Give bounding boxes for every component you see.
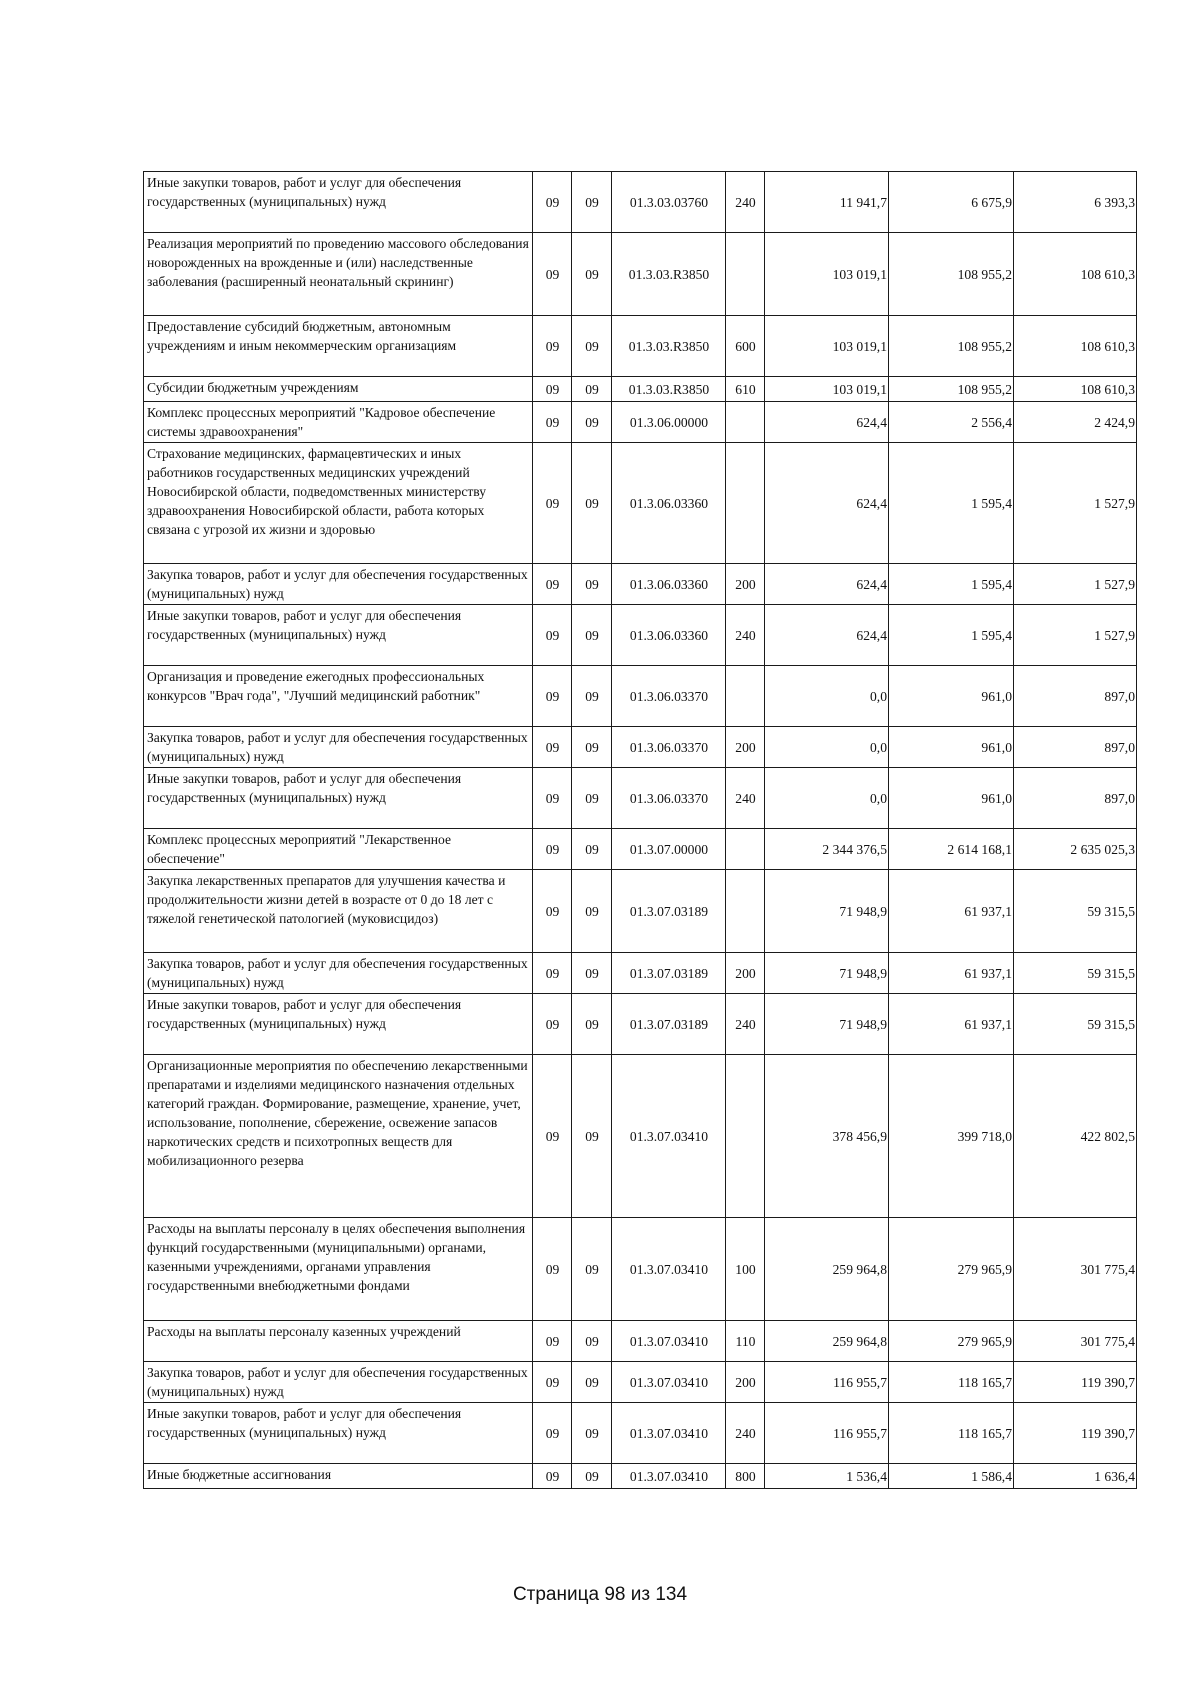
cell-expense-type: 200 xyxy=(726,564,765,605)
cell-amount-year-3: 59 315,5 xyxy=(1014,994,1137,1055)
cell-amount-year-2: 1 595,4 xyxy=(889,443,1014,564)
cell-section: 09 xyxy=(533,768,572,829)
cell-expense-type: 240 xyxy=(726,605,765,666)
cell-name: Реализация мероприятий по проведению массового обследования новорожденных на врожденные и (или) наследственные заболевания (расширенный неонатальный скрининг) xyxy=(144,233,533,316)
cell-subsection: 09 xyxy=(572,1055,612,1218)
cell-amount-year-1: 1 536,4 xyxy=(765,1464,889,1489)
cell-amount-year-1: 624,4 xyxy=(765,564,889,605)
cell-amount-year-3: 301 775,4 xyxy=(1014,1218,1137,1321)
table-row xyxy=(144,377,1137,402)
cell-amount-year-1: 378 456,9 xyxy=(765,1055,889,1218)
cell-amount-year-2: 6 675,9 xyxy=(889,172,1014,233)
cell-amount-year-1: 11 941,7 xyxy=(765,172,889,233)
cell-subsection: 09 xyxy=(572,377,612,402)
cell-amount-year-2: 279 965,9 xyxy=(889,1321,1014,1362)
cell-name: Иные закупки товаров, работ и услуг для обеспечения государственных (муниципальных) нужд xyxy=(144,768,533,829)
cell-amount-year-3: 422 802,5 xyxy=(1014,1055,1137,1218)
cell-expense-type: 240 xyxy=(726,172,765,233)
cell-expense-type xyxy=(726,1055,765,1218)
cell-amount-year-3: 59 315,5 xyxy=(1014,953,1137,994)
table-row xyxy=(144,1321,1137,1362)
table-row xyxy=(144,1464,1137,1489)
table-row xyxy=(144,564,1137,605)
cell-name: Закупка лекарственных препаратов для улучшения качества и продолжительности жизни детей в возрасте от 0 до 18 лет с тяжелой генетической патологией (муковисцидоз) xyxy=(144,870,533,953)
cell-target-article: 01.3.07.03410 xyxy=(612,1055,726,1218)
cell-expense-type: 240 xyxy=(726,1403,765,1464)
cell-amount-year-2: 961,0 xyxy=(889,768,1014,829)
cell-name: Организация и проведение ежегодных профессиональных конкурсов "Врач года", "Лучший медицинский работник" xyxy=(144,666,533,727)
cell-target-article: 01.3.07.03410 xyxy=(612,1403,726,1464)
cell-subsection: 09 xyxy=(572,402,612,443)
cell-section: 09 xyxy=(533,402,572,443)
cell-expense-type xyxy=(726,402,765,443)
cell-subsection: 09 xyxy=(572,1321,612,1362)
cell-target-article: 01.3.07.03189 xyxy=(612,953,726,994)
table-row xyxy=(144,316,1137,377)
cell-amount-year-2: 1 595,4 xyxy=(889,605,1014,666)
cell-expense-type: 610 xyxy=(726,377,765,402)
table-row xyxy=(144,727,1137,768)
cell-amount-year-1: 103 019,1 xyxy=(765,316,889,377)
table-row xyxy=(144,994,1137,1055)
cell-target-article: 01.3.06.03360 xyxy=(612,443,726,564)
page-number: Страница 98 из 134 xyxy=(512,1584,688,1605)
cell-expense-type xyxy=(726,870,765,953)
cell-amount-year-1: 103 019,1 xyxy=(765,377,889,402)
cell-section: 09 xyxy=(533,829,572,870)
cell-name: Закупка товаров, работ и услуг для обеспечения государственных (муниципальных) нужд xyxy=(144,1362,533,1403)
cell-target-article: 01.3.03.R3850 xyxy=(612,377,726,402)
cell-amount-year-2: 1 595,4 xyxy=(889,564,1014,605)
cell-section: 09 xyxy=(533,605,572,666)
table-row xyxy=(144,1218,1137,1321)
cell-amount-year-2: 61 937,1 xyxy=(889,994,1014,1055)
cell-expense-type: 800 xyxy=(726,1464,765,1489)
table-row xyxy=(144,605,1137,666)
cell-section: 09 xyxy=(533,564,572,605)
cell-amount-year-3: 2 635 025,3 xyxy=(1014,829,1137,870)
cell-amount-year-2: 1 586,4 xyxy=(889,1464,1014,1489)
cell-amount-year-2: 61 937,1 xyxy=(889,870,1014,953)
cell-subsection: 09 xyxy=(572,1362,612,1403)
cell-name: Организационные мероприятия по обеспечению лекарственными препаратами и изделиями медицинского назначения отдельных категорий граждан. Формирование, размещение, хранение, учет, использование, пополнение, сбережение, освежение запасов наркотических средств и психотропных веществ для мобилизационного резерва xyxy=(144,1055,533,1218)
cell-amount-year-1: 116 955,7 xyxy=(765,1403,889,1464)
cell-target-article: 01.3.03.R3850 xyxy=(612,233,726,316)
cell-amount-year-3: 108 610,3 xyxy=(1014,316,1137,377)
cell-section: 09 xyxy=(533,1362,572,1403)
cell-name: Закупка товаров, работ и услуг для обеспечения государственных (муниципальных) нужд xyxy=(144,727,533,768)
budget-table xyxy=(143,171,1137,1489)
cell-amount-year-2: 118 165,7 xyxy=(889,1403,1014,1464)
cell-amount-year-3: 6 393,3 xyxy=(1014,172,1137,233)
cell-amount-year-2: 108 955,2 xyxy=(889,316,1014,377)
table-body xyxy=(144,172,1137,1489)
table-row xyxy=(144,172,1137,233)
cell-amount-year-1: 624,4 xyxy=(765,402,889,443)
cell-amount-year-1: 624,4 xyxy=(765,605,889,666)
cell-subsection: 09 xyxy=(572,172,612,233)
cell-amount-year-1: 71 948,9 xyxy=(765,953,889,994)
cell-expense-type: 240 xyxy=(726,768,765,829)
cell-target-article: 01.3.07.03410 xyxy=(612,1362,726,1403)
cell-section: 09 xyxy=(533,443,572,564)
cell-section: 09 xyxy=(533,1464,572,1489)
cell-subsection: 09 xyxy=(572,870,612,953)
cell-section: 09 xyxy=(533,1218,572,1321)
cell-target-article: 01.3.07.03189 xyxy=(612,870,726,953)
cell-name: Иные закупки товаров, работ и услуг для обеспечения государственных (муниципальных) нужд xyxy=(144,994,533,1055)
cell-amount-year-1: 71 948,9 xyxy=(765,994,889,1055)
cell-expense-type: 240 xyxy=(726,994,765,1055)
cell-name: Субсидии бюджетным учреждениям xyxy=(144,377,533,402)
cell-subsection: 09 xyxy=(572,727,612,768)
cell-amount-year-1: 0,0 xyxy=(765,666,889,727)
cell-subsection: 09 xyxy=(572,443,612,564)
cell-name: Иные закупки товаров, работ и услуг для обеспечения государственных (муниципальных) нужд xyxy=(144,172,533,233)
cell-expense-type: 200 xyxy=(726,1362,765,1403)
cell-subsection: 09 xyxy=(572,564,612,605)
cell-amount-year-3: 2 424,9 xyxy=(1014,402,1137,443)
cell-expense-type xyxy=(726,829,765,870)
cell-section: 09 xyxy=(533,316,572,377)
cell-amount-year-1: 103 019,1 xyxy=(765,233,889,316)
cell-expense-type: 100 xyxy=(726,1218,765,1321)
cell-target-article: 01.3.07.00000 xyxy=(612,829,726,870)
cell-target-article: 01.3.07.03410 xyxy=(612,1464,726,1489)
cell-target-article: 01.3.03.R3850 xyxy=(612,316,726,377)
cell-section: 09 xyxy=(533,233,572,316)
cell-expense-type xyxy=(726,666,765,727)
table-row xyxy=(144,1403,1137,1464)
cell-amount-year-2: 61 937,1 xyxy=(889,953,1014,994)
cell-amount-year-3: 301 775,4 xyxy=(1014,1321,1137,1362)
cell-section: 09 xyxy=(533,1403,572,1464)
cell-amount-year-3: 1 527,9 xyxy=(1014,605,1137,666)
cell-expense-type: 600 xyxy=(726,316,765,377)
cell-subsection: 09 xyxy=(572,1218,612,1321)
cell-amount-year-2: 961,0 xyxy=(889,727,1014,768)
cell-name: Иные закупки товаров, работ и услуг для обеспечения государственных (муниципальных) нужд xyxy=(144,605,533,666)
cell-subsection: 09 xyxy=(572,666,612,727)
table-row xyxy=(144,768,1137,829)
cell-amount-year-3: 119 390,7 xyxy=(1014,1362,1137,1403)
cell-subsection: 09 xyxy=(572,953,612,994)
cell-name: Комплекс процессных мероприятий "Кадровое обеспечение системы здравоохранения" xyxy=(144,402,533,443)
cell-target-article: 01.3.07.03410 xyxy=(612,1321,726,1362)
cell-target-article: 01.3.07.03189 xyxy=(612,994,726,1055)
cell-section: 09 xyxy=(533,1055,572,1218)
cell-amount-year-2: 118 165,7 xyxy=(889,1362,1014,1403)
cell-section: 09 xyxy=(533,727,572,768)
cell-expense-type: 200 xyxy=(726,953,765,994)
cell-name: Предоставление субсидий бюджетным, автономным учреждениям и иным некоммерческим организациям xyxy=(144,316,533,377)
cell-amount-year-2: 279 965,9 xyxy=(889,1218,1014,1321)
cell-amount-year-3: 897,0 xyxy=(1014,768,1137,829)
table-row xyxy=(144,1055,1137,1218)
table-row xyxy=(144,829,1137,870)
cell-subsection: 09 xyxy=(572,829,612,870)
cell-amount-year-3: 897,0 xyxy=(1014,727,1137,768)
table-row xyxy=(144,870,1137,953)
cell-target-article: 01.3.06.00000 xyxy=(612,402,726,443)
cell-subsection: 09 xyxy=(572,1464,612,1489)
cell-amount-year-3: 108 610,3 xyxy=(1014,377,1137,402)
cell-amount-year-1: 259 964,8 xyxy=(765,1321,889,1362)
table-row xyxy=(144,402,1137,443)
cell-name: Закупка товаров, работ и услуг для обеспечения государственных (муниципальных) нужд xyxy=(144,564,533,605)
cell-name: Иные бюджетные ассигнования xyxy=(144,1464,533,1489)
cell-target-article: 01.3.06.03370 xyxy=(612,727,726,768)
cell-target-article: 01.3.06.03360 xyxy=(612,564,726,605)
cell-amount-year-3: 108 610,3 xyxy=(1014,233,1137,316)
cell-amount-year-2: 108 955,2 xyxy=(889,377,1014,402)
cell-section: 09 xyxy=(533,377,572,402)
cell-section: 09 xyxy=(533,172,572,233)
cell-target-article: 01.3.07.03410 xyxy=(612,1218,726,1321)
cell-amount-year-3: 59 315,5 xyxy=(1014,870,1137,953)
cell-expense-type: 110 xyxy=(726,1321,765,1362)
cell-name: Расходы на выплаты персоналу в целях обеспечения выполнения функций государственными (муниципальными) органами, казенными учреждениями, органами управления государственными внебюджетными фондами xyxy=(144,1218,533,1321)
cell-subsection: 09 xyxy=(572,1403,612,1464)
table-row xyxy=(144,1362,1137,1403)
table-row xyxy=(144,233,1137,316)
cell-amount-year-1: 71 948,9 xyxy=(765,870,889,953)
cell-amount-year-2: 2 614 168,1 xyxy=(889,829,1014,870)
cell-amount-year-2: 2 556,4 xyxy=(889,402,1014,443)
cell-subsection: 09 xyxy=(572,316,612,377)
cell-amount-year-1: 116 955,7 xyxy=(765,1362,889,1403)
cell-name: Иные закупки товаров, работ и услуг для обеспечения государственных (муниципальных) нужд xyxy=(144,1403,533,1464)
cell-name: Закупка товаров, работ и услуг для обеспечения государственных (муниципальных) нужд xyxy=(144,953,533,994)
cell-amount-year-3: 119 390,7 xyxy=(1014,1403,1137,1464)
cell-section: 09 xyxy=(533,994,572,1055)
table-row xyxy=(144,443,1137,564)
cell-name: Страхование медицинских, фармацевтических и иных работников государственных медицинских учреждений Новосибирской области, подведомственных министерству здравоохранения Новосибирской области, работа которых связана с угрозой их жизни и здоровью xyxy=(144,443,533,564)
cell-section: 09 xyxy=(533,953,572,994)
cell-amount-year-2: 108 955,2 xyxy=(889,233,1014,316)
cell-expense-type: 200 xyxy=(726,727,765,768)
cell-name: Комплекс процессных мероприятий "Лекарственное обеспечение" xyxy=(144,829,533,870)
cell-amount-year-1: 0,0 xyxy=(765,727,889,768)
cell-amount-year-3: 1 527,9 xyxy=(1014,443,1137,564)
cell-amount-year-1: 259 964,8 xyxy=(765,1218,889,1321)
cell-section: 09 xyxy=(533,1321,572,1362)
table-row xyxy=(144,666,1137,727)
cell-subsection: 09 xyxy=(572,768,612,829)
cell-amount-year-2: 961,0 xyxy=(889,666,1014,727)
cell-target-article: 01.3.06.03370 xyxy=(612,666,726,727)
table-row xyxy=(144,953,1137,994)
cell-expense-type xyxy=(726,233,765,316)
cell-subsection: 09 xyxy=(572,994,612,1055)
cell-section: 09 xyxy=(533,870,572,953)
cell-target-article: 01.3.06.03360 xyxy=(612,605,726,666)
cell-target-article: 01.3.06.03370 xyxy=(612,768,726,829)
cell-amount-year-3: 897,0 xyxy=(1014,666,1137,727)
cell-subsection: 09 xyxy=(572,233,612,316)
cell-amount-year-3: 1 527,9 xyxy=(1014,564,1137,605)
cell-subsection: 09 xyxy=(572,605,612,666)
cell-expense-type xyxy=(726,443,765,564)
cell-section: 09 xyxy=(533,666,572,727)
cell-amount-year-2: 399 718,0 xyxy=(889,1055,1014,1218)
cell-amount-year-3: 1 636,4 xyxy=(1014,1464,1137,1489)
cell-amount-year-1: 0,0 xyxy=(765,768,889,829)
cell-target-article: 01.3.03.03760 xyxy=(612,172,726,233)
cell-amount-year-1: 624,4 xyxy=(765,443,889,564)
cell-amount-year-1: 2 344 376,5 xyxy=(765,829,889,870)
cell-name: Расходы на выплаты персоналу казенных учреждений xyxy=(144,1321,533,1362)
